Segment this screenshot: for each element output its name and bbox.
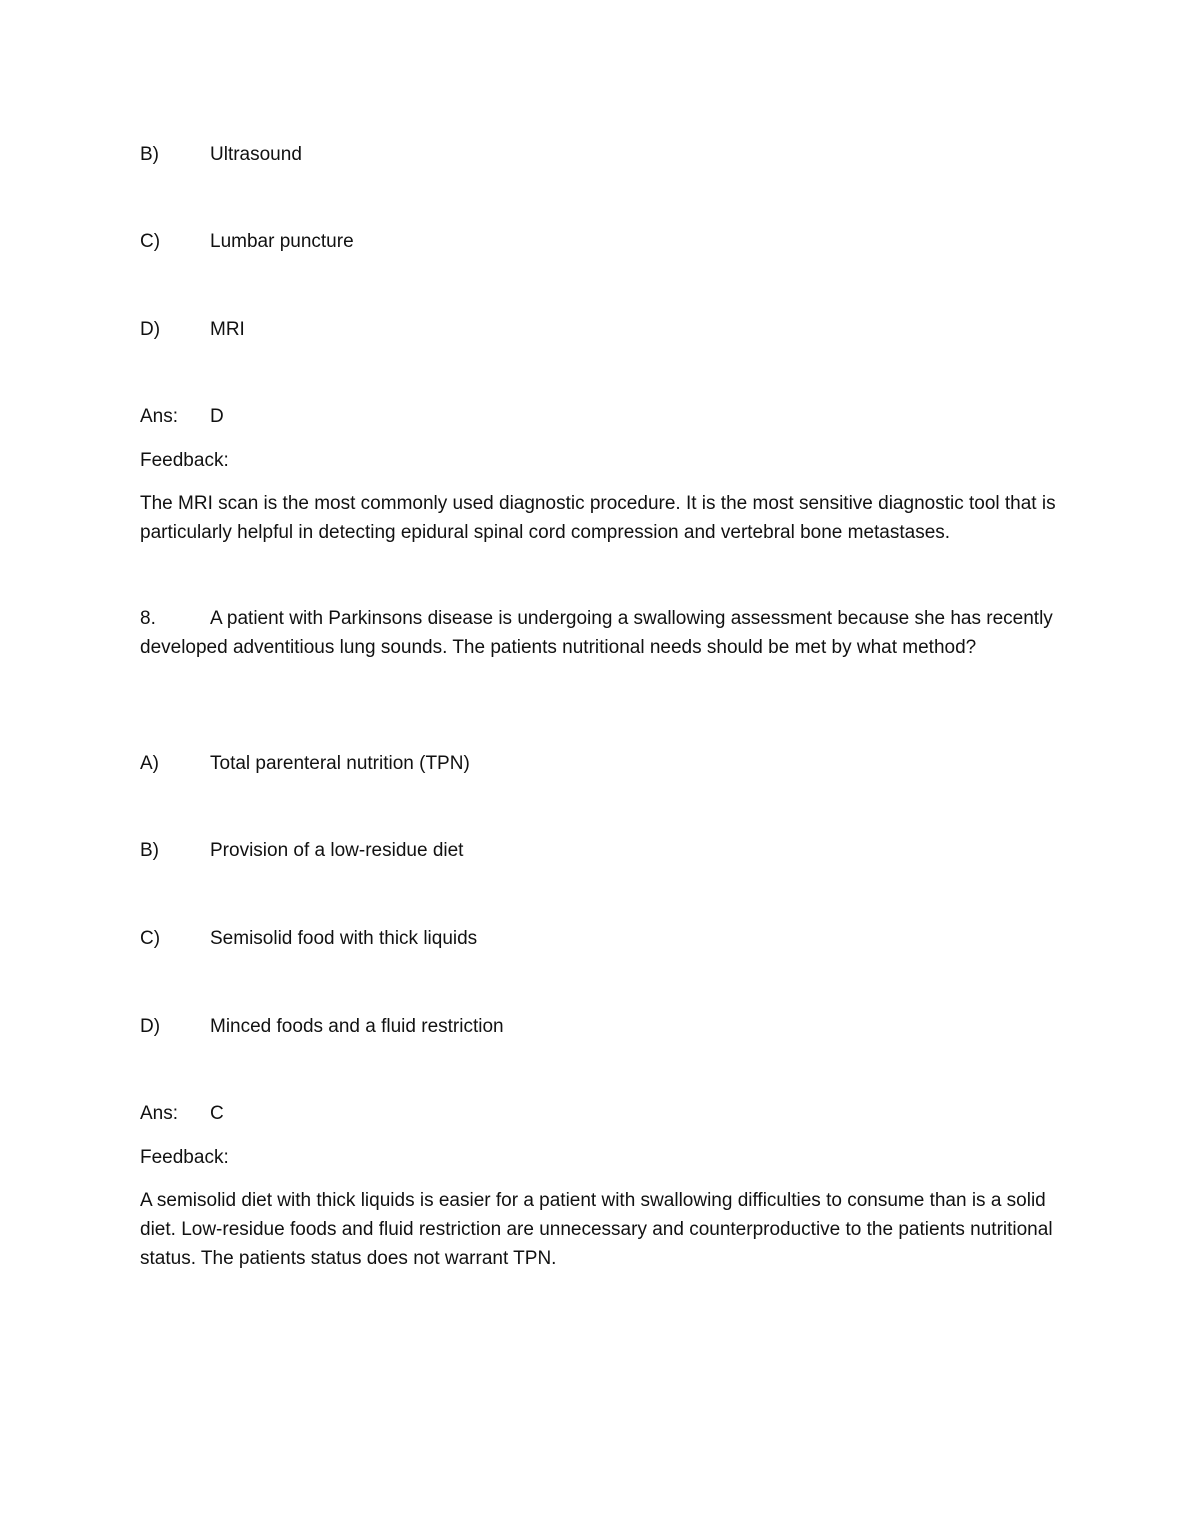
question-number: 8. — [140, 608, 156, 629]
q8-feedback-label: Feedback: — [140, 1147, 229, 1168]
q7-feedback-label: Feedback: — [140, 450, 229, 471]
answer-label: Ans: — [140, 406, 179, 427]
q8-feedback-text: A semisolid diet with thick liquids is easier for a patient with swallowing difficulties to consume than is a solid diet. Low-residue foods and fluid restriction are unnecessary and counterproductive to the patients nutritional status. The patients status does not warrant TPN. — [140, 1190, 1053, 1269]
option-text: Total parenteral nutrition (TPN) — [210, 753, 470, 774]
answer-label: Ans: — [140, 1103, 179, 1124]
option-text: Lumbar puncture — [210, 231, 354, 252]
option-letter: D) — [140, 319, 161, 340]
option-text: Minced foods and a fluid restriction — [210, 1016, 504, 1037]
option-letter: C) — [140, 231, 161, 252]
option-letter: B) — [140, 840, 159, 861]
option-text: Ultrasound — [210, 144, 302, 165]
option-letter: A) — [140, 753, 159, 774]
q8-question — [140, 604, 1060, 662]
answer-value: D — [210, 406, 224, 427]
option-letter: B) — [140, 144, 159, 165]
q7-feedback-text: The MRI scan is the most commonly used diagnostic procedure. It is the most sensitive diagnostic tool that is particularly helpful in detecting epidural spinal cord compression and vertebral bone metastases. — [140, 493, 1056, 543]
option-text: MRI — [210, 319, 245, 340]
answer-value: C — [210, 1103, 224, 1124]
option-letter: D) — [140, 1016, 161, 1037]
question-text: A patient with Parkinsons disease is undergoing a swallowing assessment because she has recently developed adventitious lung sounds. The patients nutritional needs should be met by what method? — [140, 608, 1053, 658]
option-letter: C) — [140, 928, 161, 949]
option-text: Semisolid food with thick liquids — [210, 928, 478, 949]
option-text: Provision of a low-residue diet — [210, 840, 464, 861]
